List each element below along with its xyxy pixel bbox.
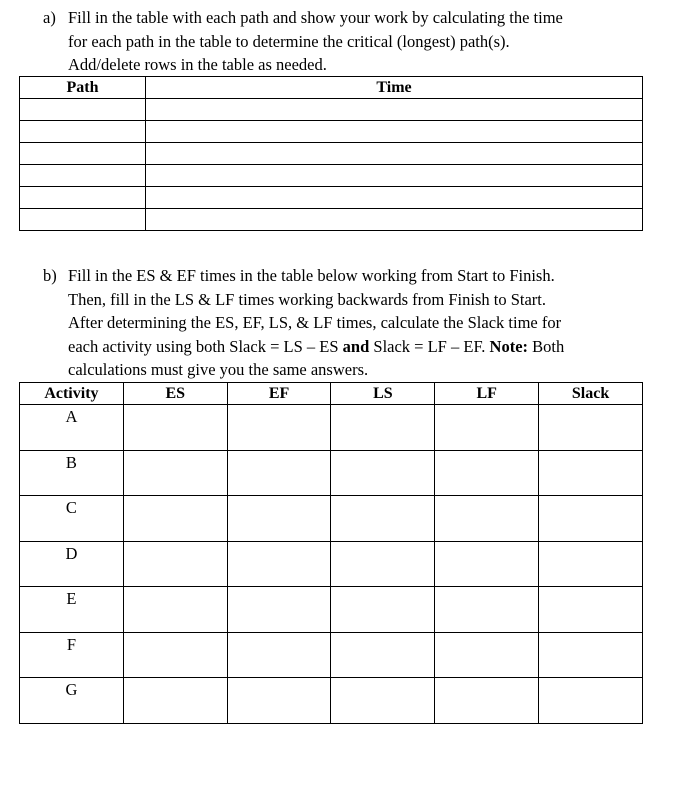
- lf-header: LF: [435, 383, 539, 405]
- activity-label: E: [20, 587, 124, 633]
- ls-cell[interactable]: [331, 496, 435, 542]
- path-table: [19, 76, 643, 231]
- ls-cell[interactable]: [331, 678, 435, 724]
- path-cell[interactable]: [20, 165, 146, 187]
- path-row: [20, 209, 643, 231]
- line-4-end: Both: [528, 336, 565, 356]
- note-label: Note:: [489, 336, 529, 356]
- part-b-instructions: [43, 264, 643, 382]
- activity-label: G: [20, 678, 124, 724]
- path-cell[interactable]: [20, 143, 146, 165]
- slack-cell[interactable]: [539, 405, 643, 451]
- time-cell[interactable]: [146, 209, 643, 231]
- slack-cell[interactable]: [539, 587, 643, 633]
- lf-cell[interactable]: [435, 678, 539, 724]
- lf-cell[interactable]: [435, 587, 539, 633]
- ef-cell[interactable]: [227, 496, 331, 542]
- path-header: Path: [20, 77, 146, 99]
- path-cell[interactable]: [20, 187, 146, 209]
- activity-label: F: [20, 632, 124, 678]
- activity-label: D: [20, 541, 124, 587]
- ls-cell[interactable]: [331, 541, 435, 587]
- path-cell[interactable]: [20, 121, 146, 143]
- ef-header: EF: [227, 383, 331, 405]
- ef-cell[interactable]: [227, 678, 331, 724]
- activity-row: [20, 678, 643, 724]
- part-a-marker: a): [43, 8, 56, 27]
- ef-cell[interactable]: [227, 632, 331, 678]
- ls-cell[interactable]: [331, 587, 435, 633]
- activity-row: [20, 496, 643, 542]
- path-row: [20, 121, 643, 143]
- time-cell[interactable]: [146, 99, 643, 121]
- es-cell[interactable]: [123, 496, 227, 542]
- ef-cell[interactable]: [227, 450, 331, 496]
- slack-cell[interactable]: [539, 496, 643, 542]
- part-a-line-1: Fill in the table with each path and show your work by calculating the time: [68, 8, 563, 27]
- slack-header: Slack: [539, 383, 643, 405]
- ls-header: LS: [331, 383, 435, 405]
- es-cell[interactable]: [123, 450, 227, 496]
- part-b-line-1: Fill in the ES & EF times in the table below working from Start to Finish.: [68, 266, 555, 285]
- line-4-start: each activity using both Slack = LS – ES: [68, 336, 343, 356]
- lf-cell[interactable]: [435, 496, 539, 542]
- and-emphasis: and: [342, 336, 370, 356]
- ef-cell[interactable]: [227, 405, 331, 451]
- activity-label: A: [20, 405, 124, 451]
- activity-table-header-row: [20, 383, 643, 405]
- line-4-middle: Slack = LF – EF.: [369, 336, 490, 356]
- activity-row: [20, 450, 643, 496]
- part-a-line-3: Add/delete rows in the table as needed.: [68, 55, 327, 74]
- lf-cell[interactable]: [435, 541, 539, 587]
- path-row: [20, 187, 643, 209]
- time-header: Time: [146, 77, 643, 99]
- slack-cell[interactable]: [539, 541, 643, 587]
- part-b-line-2: Then, fill in the LS & LF times working backwards from Finish to Start.: [68, 289, 546, 309]
- activity-row: [20, 541, 643, 587]
- es-cell[interactable]: [123, 587, 227, 633]
- part-b-line-5: calculations must give you the same answers.: [68, 360, 369, 379]
- activity-label: C: [20, 496, 124, 542]
- time-cell[interactable]: [146, 165, 643, 187]
- ef-cell[interactable]: [227, 587, 331, 633]
- ls-cell[interactable]: [331, 632, 435, 678]
- es-cell[interactable]: [123, 405, 227, 451]
- es-cell[interactable]: [123, 632, 227, 678]
- activity-table: [19, 382, 643, 724]
- time-cell[interactable]: [146, 187, 643, 209]
- path-row: [20, 99, 643, 121]
- activity-row: [20, 632, 643, 678]
- slack-cell[interactable]: [539, 678, 643, 724]
- time-cell[interactable]: [146, 121, 643, 143]
- part-b-line-4: [68, 335, 643, 359]
- lf-cell[interactable]: [435, 632, 539, 678]
- part-a-line-2: for each path in the table to determine the critical (longest) path(s).: [68, 31, 510, 51]
- path-row: [20, 143, 643, 165]
- path-cell[interactable]: [20, 99, 146, 121]
- part-b-line-3: After determining the ES, EF, LS, & LF times, calculate the Slack time for: [68, 313, 562, 332]
- path-row: [20, 165, 643, 187]
- es-cell[interactable]: [123, 541, 227, 587]
- part-b-marker: b): [43, 266, 57, 285]
- activity-row: [20, 405, 643, 451]
- es-header: ES: [123, 383, 227, 405]
- path-table-header-row: [20, 77, 643, 99]
- part-a-instructions: [43, 6, 643, 77]
- activity-header: Activity: [20, 383, 124, 405]
- time-cell[interactable]: [146, 143, 643, 165]
- path-cell[interactable]: [20, 209, 146, 231]
- activity-label: B: [20, 450, 124, 496]
- slack-cell[interactable]: [539, 632, 643, 678]
- ef-cell[interactable]: [227, 541, 331, 587]
- slack-cell[interactable]: [539, 450, 643, 496]
- activity-row: [20, 587, 643, 633]
- lf-cell[interactable]: [435, 405, 539, 451]
- es-cell[interactable]: [123, 678, 227, 724]
- lf-cell[interactable]: [435, 450, 539, 496]
- ls-cell[interactable]: [331, 405, 435, 451]
- ls-cell[interactable]: [331, 450, 435, 496]
